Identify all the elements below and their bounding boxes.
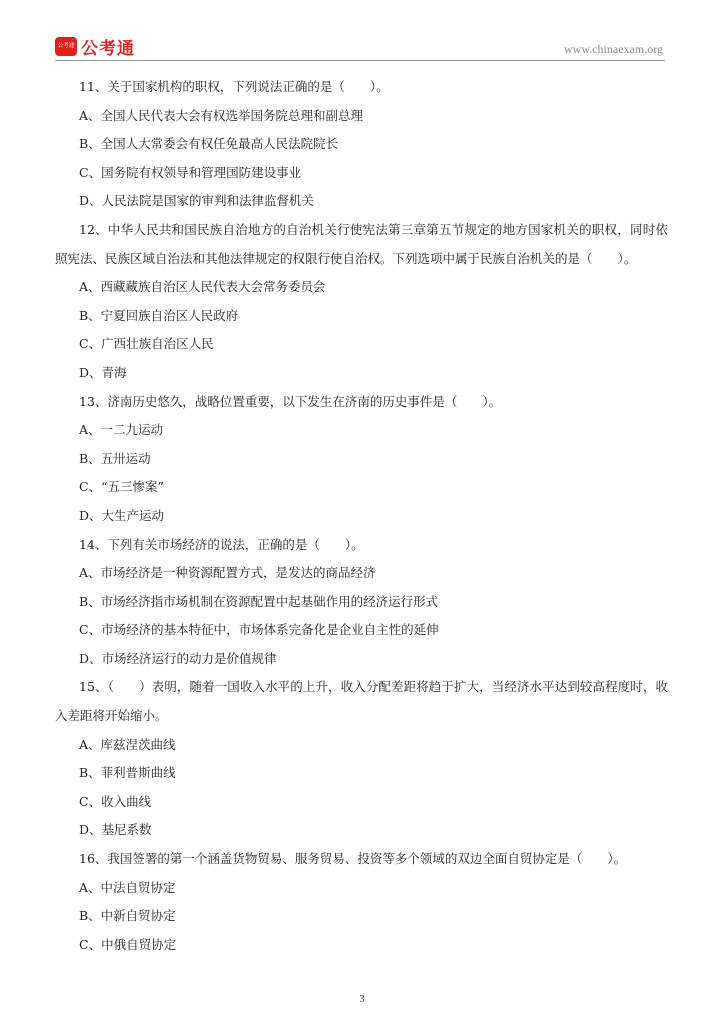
question-stem: 12、中华人民共和国民族自治地方的自治机关行使宪法第三章第五节规定的地方国家机关的职权，同时依照宪法、民族区域自治法和其他法律规定的权限行使自治权。下列选项中属于民族自治机关的是（ ）。	[55, 221, 668, 266]
option-d: D、青海	[79, 364, 127, 380]
question-15	[55, 673, 668, 845]
option-b: B、市场经济指市场机制在资源配置中起基础作用的经济运行形式	[79, 593, 439, 609]
question-11	[55, 73, 668, 216]
question-stem: 14、下列有关市场经济的说法，正确的是（ ）。	[79, 536, 364, 552]
option-a: A、一二九运动	[79, 422, 164, 438]
logo-text: 公考通	[81, 39, 135, 59]
option-c: C、广西壮族自治区人民	[79, 336, 214, 352]
option-d: D、大生产运动	[79, 507, 165, 523]
option-a: A、西藏藏族自治区人民代表大会常务委员会	[79, 279, 326, 295]
option-b: B、中新自贸协定	[79, 908, 176, 924]
option-c: C、国务院有权领导和管理国防建设事业	[79, 164, 302, 180]
question-list	[55, 73, 668, 959]
option-a: A、全国人民代表大会有权选举国务院总理和副总理	[79, 107, 364, 123]
option-c: C、收入曲线	[79, 793, 152, 809]
question-14	[55, 531, 668, 674]
option-b: B、菲利普斯曲线	[79, 765, 176, 781]
question-13	[55, 388, 668, 531]
question-stem: 16、我国签署的第一个涵盖货物贸易、服务贸易、投资等多个领域的双边全面自贸协定是（ ）。	[79, 851, 627, 867]
question-stem: 15、（ ）表明，随着一国收入水平的上升，收入分配差距将趋于扩大，当经济水平达到较高程度时，收入差距将开始缩小。	[55, 679, 668, 724]
option-b: B、五卅运动	[79, 450, 151, 466]
option-d: D、市场经济运行的动力是价值规律	[79, 650, 277, 666]
option-a: A、市场经济是一种资源配置方式，是发达的商品经济	[79, 565, 376, 581]
question-stem: 11、关于国家机构的职权，下列说法正确的是（ ）。	[79, 79, 389, 94]
question-stem: 13、济南历史悠久，战略位置重要，以下发生在济南的历史事件是（ ）。	[79, 393, 502, 409]
option-a: A、库兹涅茨曲线	[79, 736, 176, 752]
option-a: A、中法自贸协定	[79, 879, 176, 895]
option-c: C、“五三惨案”	[79, 479, 164, 495]
option-d: D、基尼系数	[79, 822, 152, 838]
option-c: C、中俄自贸协定	[79, 936, 177, 952]
page-header	[55, 36, 663, 60]
header-divider	[55, 60, 665, 61]
option-b: B、全国人大常委会有权任免最高人民法院院长	[79, 136, 339, 152]
option-d: D、人民法院是国家的审判和法律监督机关	[79, 193, 315, 209]
question-12	[55, 216, 668, 388]
option-b: B、宁夏回族自治区人民政府	[79, 307, 239, 323]
header-url: www.chinaexam.org	[564, 42, 663, 56]
option-c: C、市场经济的基本特征中，市场体系完备化是企业自主性的延伸	[79, 622, 439, 638]
question-16	[55, 845, 668, 959]
page-number: 3	[359, 994, 365, 1005]
logo-badge: 公考通	[55, 37, 77, 56]
